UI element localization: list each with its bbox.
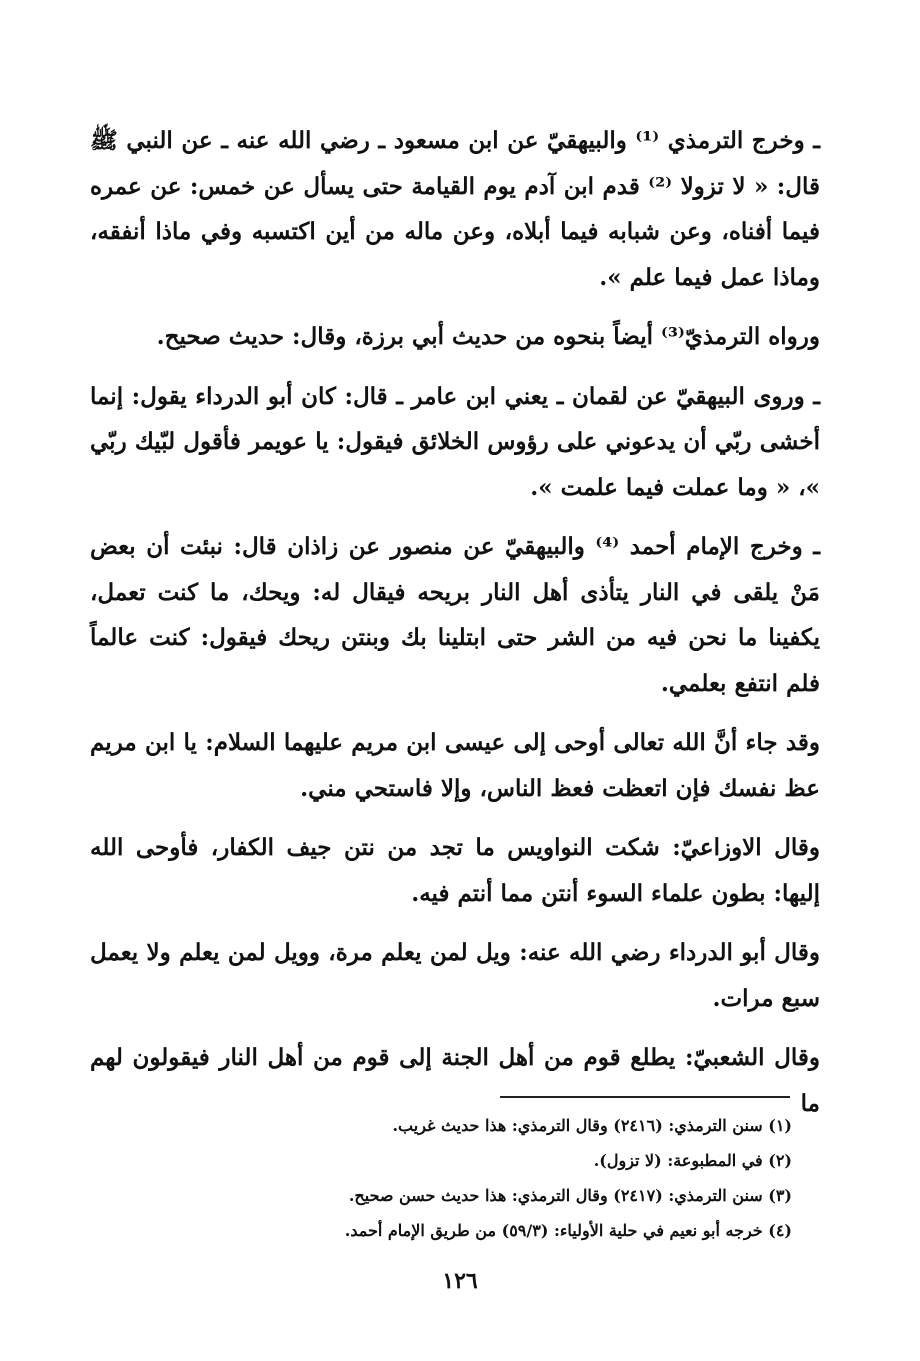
page-number: ١٢٦ [442,1268,478,1294]
paragraph-awzai: وقال الاوزاعيّ: شكت النواويس ما تجد من نتن جيف الكفار، فأوحى الله إليها: بطون علماء السوء أنتن مما أنتم فيه. [90,834,820,907]
footnote-3: (٣) سنن الترمذي: (٢٤١٧) وقال الترمذي: هذا حديث حسن صحيح. [348,1186,792,1205]
paragraph-ahmad-zadhan: ـ وخرج الإمام أحمد ⁽⁴⁾ والبيهقيّ عن منصور عن زاذان قال: نبئت أن بعض مَنْ يلقى في النار يتأذى أهل النار بريحه فيقال له: ويحك، ما كنت تعمل، يكفينا ما نحن فيه من الشر حتى ابتلينا بك وبنتن ريحك فيقول: كنت عالماً فلم انتفع بعلمي. [90,533,820,697]
paragraph-tirmidhi-ibn-masud: ـ وخرج الترمذي ⁽¹⁾ والبيهقيّ عن ابن مسعود ـ رضي الله عنه ـ عن النبي ﷺ قال: « لا تزولا ⁽²⁾ قدم ابن آدم يوم القيامة حتى يسأل عن خمس: عن عمره فيما أفناه، وعن شبابه فيما أبلاه، وعن ماله من أين اكتسبه وفي ماذا أنفقه، وماذا عمل فيما علم ». [90,127,820,291]
main-text [90,118,820,1140]
paragraph-abu-barzah: ورواه الترمذيّ⁽³⁾ أيضاً بنحوه من حديث أبي برزة، وقال: حديث صحيح. [156,323,820,350]
paragraph-isa-ibn-maryam: وقد جاء أنَّ الله تعالى أوحى إلى عيسى ابن مريم عليهما السلام: يا ابن مريم عظ نفسك فإن اتعظت فعظ الناس، وإلا فاستحي مني. [90,729,820,802]
paragraph-shabi: وقال الشعبيّ: يطلع قوم من أهل الجنة إلى قوم من أهل النار فيقولون لهم ما [90,1044,820,1117]
footnote-divider [500,1096,790,1098]
footnote-2: (٢) في المطبوعة: (لا تزول). [593,1151,792,1170]
paragraph-abu-darda-woe: وقال أبو الدرداء رضي الله عنه: ويل لمن يعلم مرة، وويل لمن يعلم ولا يعمل سبع مرات. [90,939,820,1012]
footnote-1: (١) سنن الترمذي: (٢٤١٦) وقال الترمذي: هذا حديث غريب. [392,1116,792,1135]
footnote-4: (٤) خرجه أبو نعيم في حلية الأولياء: (٥٩/٣) من طريق الإمام أحمد. [344,1221,792,1240]
paragraph-abu-darda-fear: ـ وروى البيهقيّ عن لقمان ـ يعني ابن عامر ـ قال: كان أبو الدرداء يقول: إنما أخشى ربّي أن يدعوني على رؤوس الخلائق فيقول: يا عويمر فأقول لبّيك ربّي »، « وما عملت فيما علمت ». [90,382,820,501]
footnotes [200,1108,792,1248]
